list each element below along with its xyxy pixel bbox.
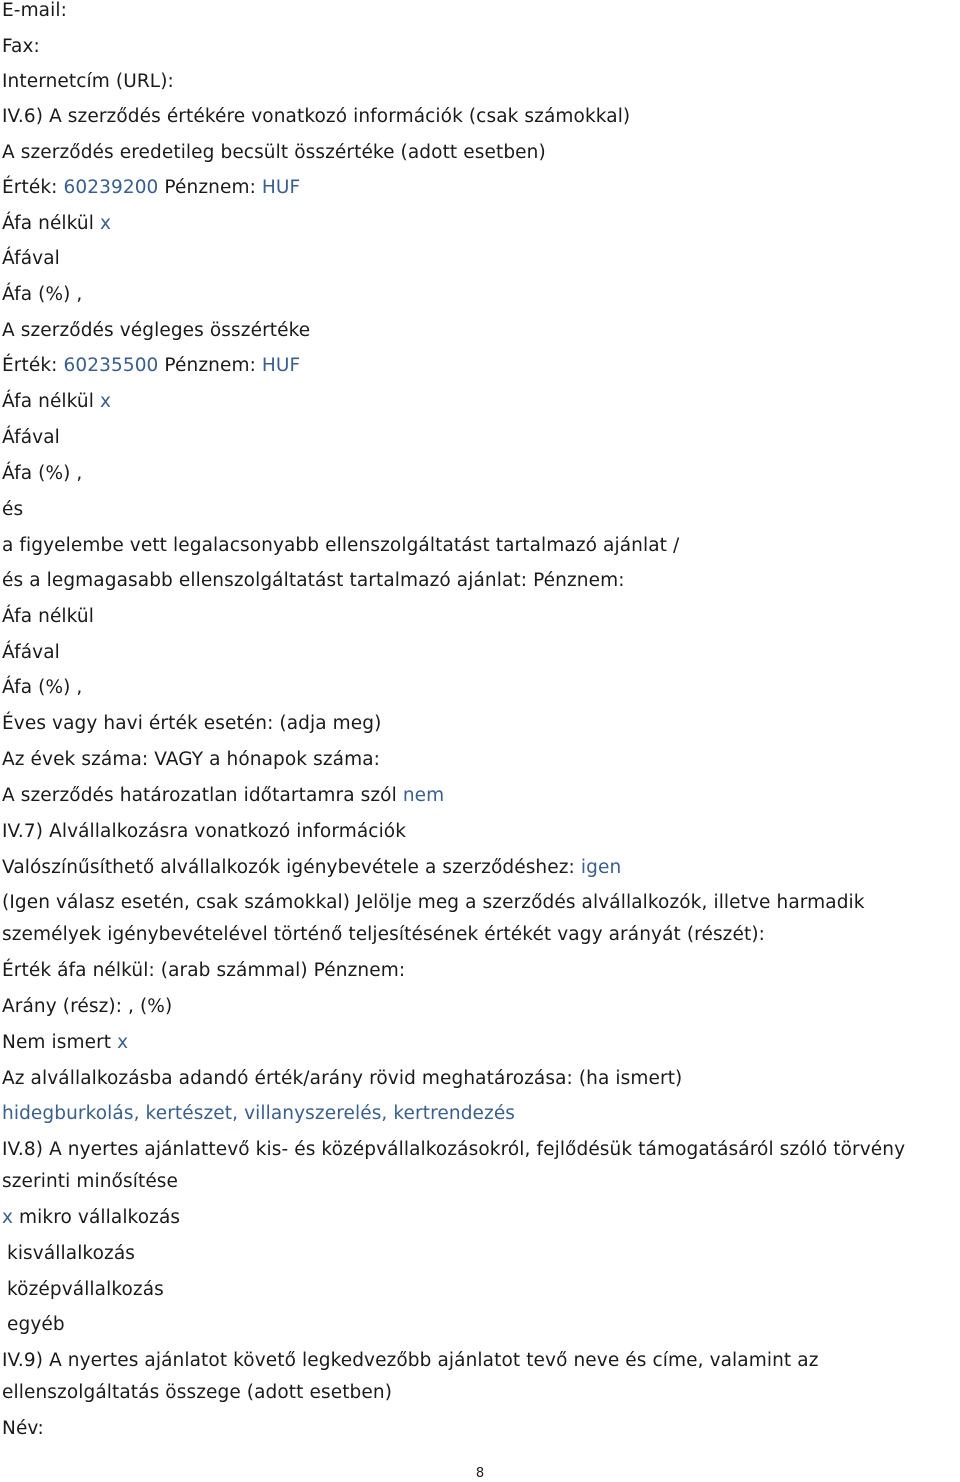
estimated-value-row: [2, 177, 300, 199]
indefinite-duration-row: [2, 785, 444, 807]
value-label: Érték:: [2, 355, 58, 376]
section-iv6-heading: IV.6) A szerződés értékére vonatkozó információk (csak számokkal): [2, 106, 631, 127]
section-iv8-heading-line1: IV.8) A nyertes ajánlattevő kis- és középvállalkozásokról, fejlődésük támogatásáról szóló törvény: [2, 1139, 906, 1160]
years-months-label: Az évek száma: VAGY a hónapok száma:: [2, 749, 380, 770]
section-iv9-heading-line2: ellenszolgáltatás összege (adott esetben): [2, 1382, 393, 1403]
and-label: és: [2, 499, 24, 520]
currency-label: Pénznem:: [164, 355, 256, 376]
indefinite-duration-label: A szerződés határozatlan időtartamra szól: [2, 785, 397, 806]
ratio-label: Arány (rész): , (%): [2, 996, 173, 1017]
vat-percent-label: Áfa (%) ,: [2, 463, 83, 484]
email-label: E-mail:: [2, 0, 67, 21]
currency-label: Pénznem:: [164, 177, 256, 198]
subcontract-description-label: Az alvállalkozásba adandó érték/arány rövid meghatározása: (ha ismert): [2, 1068, 683, 1089]
section-iv8-heading-line2: szerinti minősítése: [2, 1171, 179, 1192]
subcontractor-usage-row: [2, 857, 621, 879]
section-iv7-heading: IV.7) Alvállalkozásra vonatkozó információk: [2, 821, 407, 842]
currency-value: HUF: [261, 177, 301, 198]
without-vat-mark: x: [99, 213, 112, 234]
without-vat-row: [2, 213, 111, 235]
unknown-label: Nem ismert: [2, 1032, 112, 1053]
without-vat-label: Áfa nélkül: [2, 213, 94, 234]
medium-enterprise-label: középvállalkozás: [7, 1279, 164, 1300]
without-vat-mark: x: [99, 391, 112, 412]
final-total-heading: A szerződés végleges összértéke: [2, 320, 311, 341]
subcontract-description-value: hidegburkolás, kertészet, villanyszerelés, kertrendezés: [2, 1103, 516, 1124]
fax-label: Fax:: [2, 36, 40, 57]
subcontractor-instruction-line2: személyek igénybevételével történő teljesítésének értékét vagy arányát (részét):: [2, 924, 765, 945]
small-enterprise-label: kisvállalkozás: [7, 1243, 135, 1264]
indefinite-duration-value: nem: [402, 785, 445, 806]
final-value: 60235500: [63, 355, 159, 376]
lowest-offer-label: a figyelembe vett legalacsonyabb ellenszolgáltatást tartalmazó ajánlat /: [2, 535, 680, 556]
without-vat-label: Áfa nélkül: [2, 606, 94, 627]
with-vat-label: Áfával: [2, 248, 60, 269]
section-iv9-heading-line1: IV.9) A nyertes ajánlatot követő legkedvezőbb ajánlatot tevő neve és címe, valamint az: [2, 1350, 819, 1371]
url-label: Internetcím (URL):: [2, 71, 174, 92]
micro-enterprise-label: mikro vállalkozás: [19, 1207, 181, 1228]
without-vat-row: [2, 391, 111, 413]
subcontractor-usage-label: Valószínűsíthető alvállalkozók igénybevétele a szerződéshez:: [2, 857, 575, 878]
annual-monthly-label: Éves vagy havi érték esetén: (adja meg): [2, 713, 382, 734]
without-vat-label: Áfa nélkül: [2, 391, 94, 412]
currency-value: HUF: [261, 355, 301, 376]
final-value-row: [2, 355, 300, 377]
highest-offer-label: és a legmagasabb ellenszolgáltatást tartalmazó ajánlat: Pénznem:: [2, 570, 625, 591]
value-without-vat-label: Érték áfa nélkül: (arab számmal) Pénznem:: [2, 960, 406, 981]
with-vat-label: Áfával: [2, 427, 60, 448]
with-vat-label: Áfával: [2, 642, 60, 663]
micro-enterprise-mark: x: [2, 1207, 14, 1228]
other-enterprise-label: egyéb: [7, 1314, 65, 1335]
estimated-value: 60239200: [63, 177, 159, 198]
unknown-mark: x: [117, 1032, 129, 1053]
value-label: Érték:: [2, 177, 58, 198]
name-label: Név:: [2, 1418, 44, 1439]
page-number: 8: [475, 1466, 485, 1481]
estimated-total-heading: A szerződés eredetileg becsült összértéke (adott esetben): [2, 142, 546, 163]
unknown-row: [2, 1032, 128, 1054]
micro-enterprise-row: [2, 1207, 180, 1229]
subcontractor-instruction-line1: (Igen válasz esetén, csak számokkal) Jelölje meg a szerződés alvállalkozók, illetve harmadik: [2, 892, 865, 913]
vat-percent-label: Áfa (%) ,: [2, 677, 83, 698]
subcontractor-usage-value: igen: [580, 857, 622, 878]
vat-percent-label: Áfa (%) ,: [2, 284, 83, 305]
